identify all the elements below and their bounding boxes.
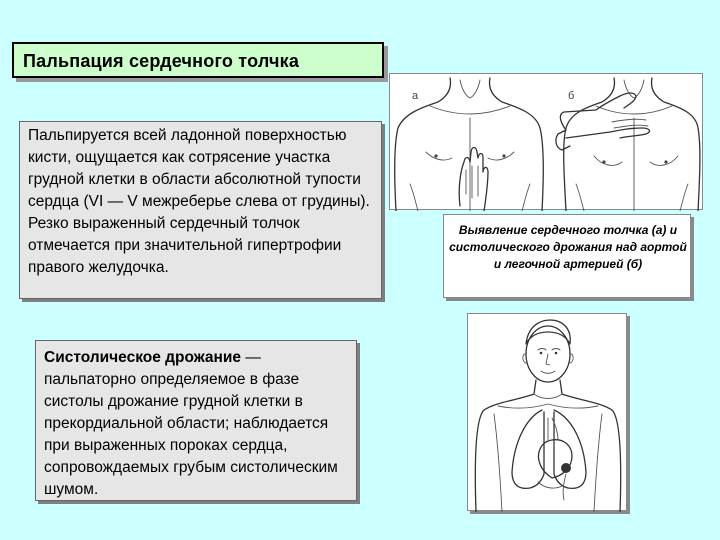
torso-a-drawing (395, 78, 544, 211)
torso-b-drawing (556, 78, 700, 211)
figure-label-b: б (568, 90, 575, 102)
illustration-caption-box (443, 214, 691, 298)
systolic-thrill-text (44, 347, 354, 501)
palpation-description-box (19, 121, 382, 299)
systolic-thrill-box (35, 340, 357, 501)
palpation-illustration (389, 73, 703, 210)
heart-location-drawing (468, 314, 628, 512)
illustration-caption: Выявление сердечного толчка (а) и систолического дрожания над аортой и легочной артерией (б) (449, 223, 687, 271)
slide-title-box (12, 42, 384, 78)
systolic-thrill-definition: — пальпаторно определяемое в фазе систолы дрожание грудной клетки в прекордиальной области; наблюдается при выраженных пороках сердца, сопровождаемых грубым систолическим шумом. (44, 349, 338, 498)
systolic-thrill-term: Систолическое дрожание (44, 349, 242, 366)
figure-label-a: а (412, 90, 419, 102)
palpation-drawing (390, 74, 704, 211)
slide-title: Пальпация сердечного толчка (23, 51, 300, 71)
palpation-description-text: Пальпируется всей ладонной поверхностью кисти, ощущается как сотрясение участка грудной клетки в области абсолютной тупости сердца (VI — V межреберье слева от грудины). Резко выраженный сердечный толчок отмечается при значительной гипертрофии правого желудочка. (28, 127, 370, 276)
heart-location-illustration (467, 313, 627, 511)
